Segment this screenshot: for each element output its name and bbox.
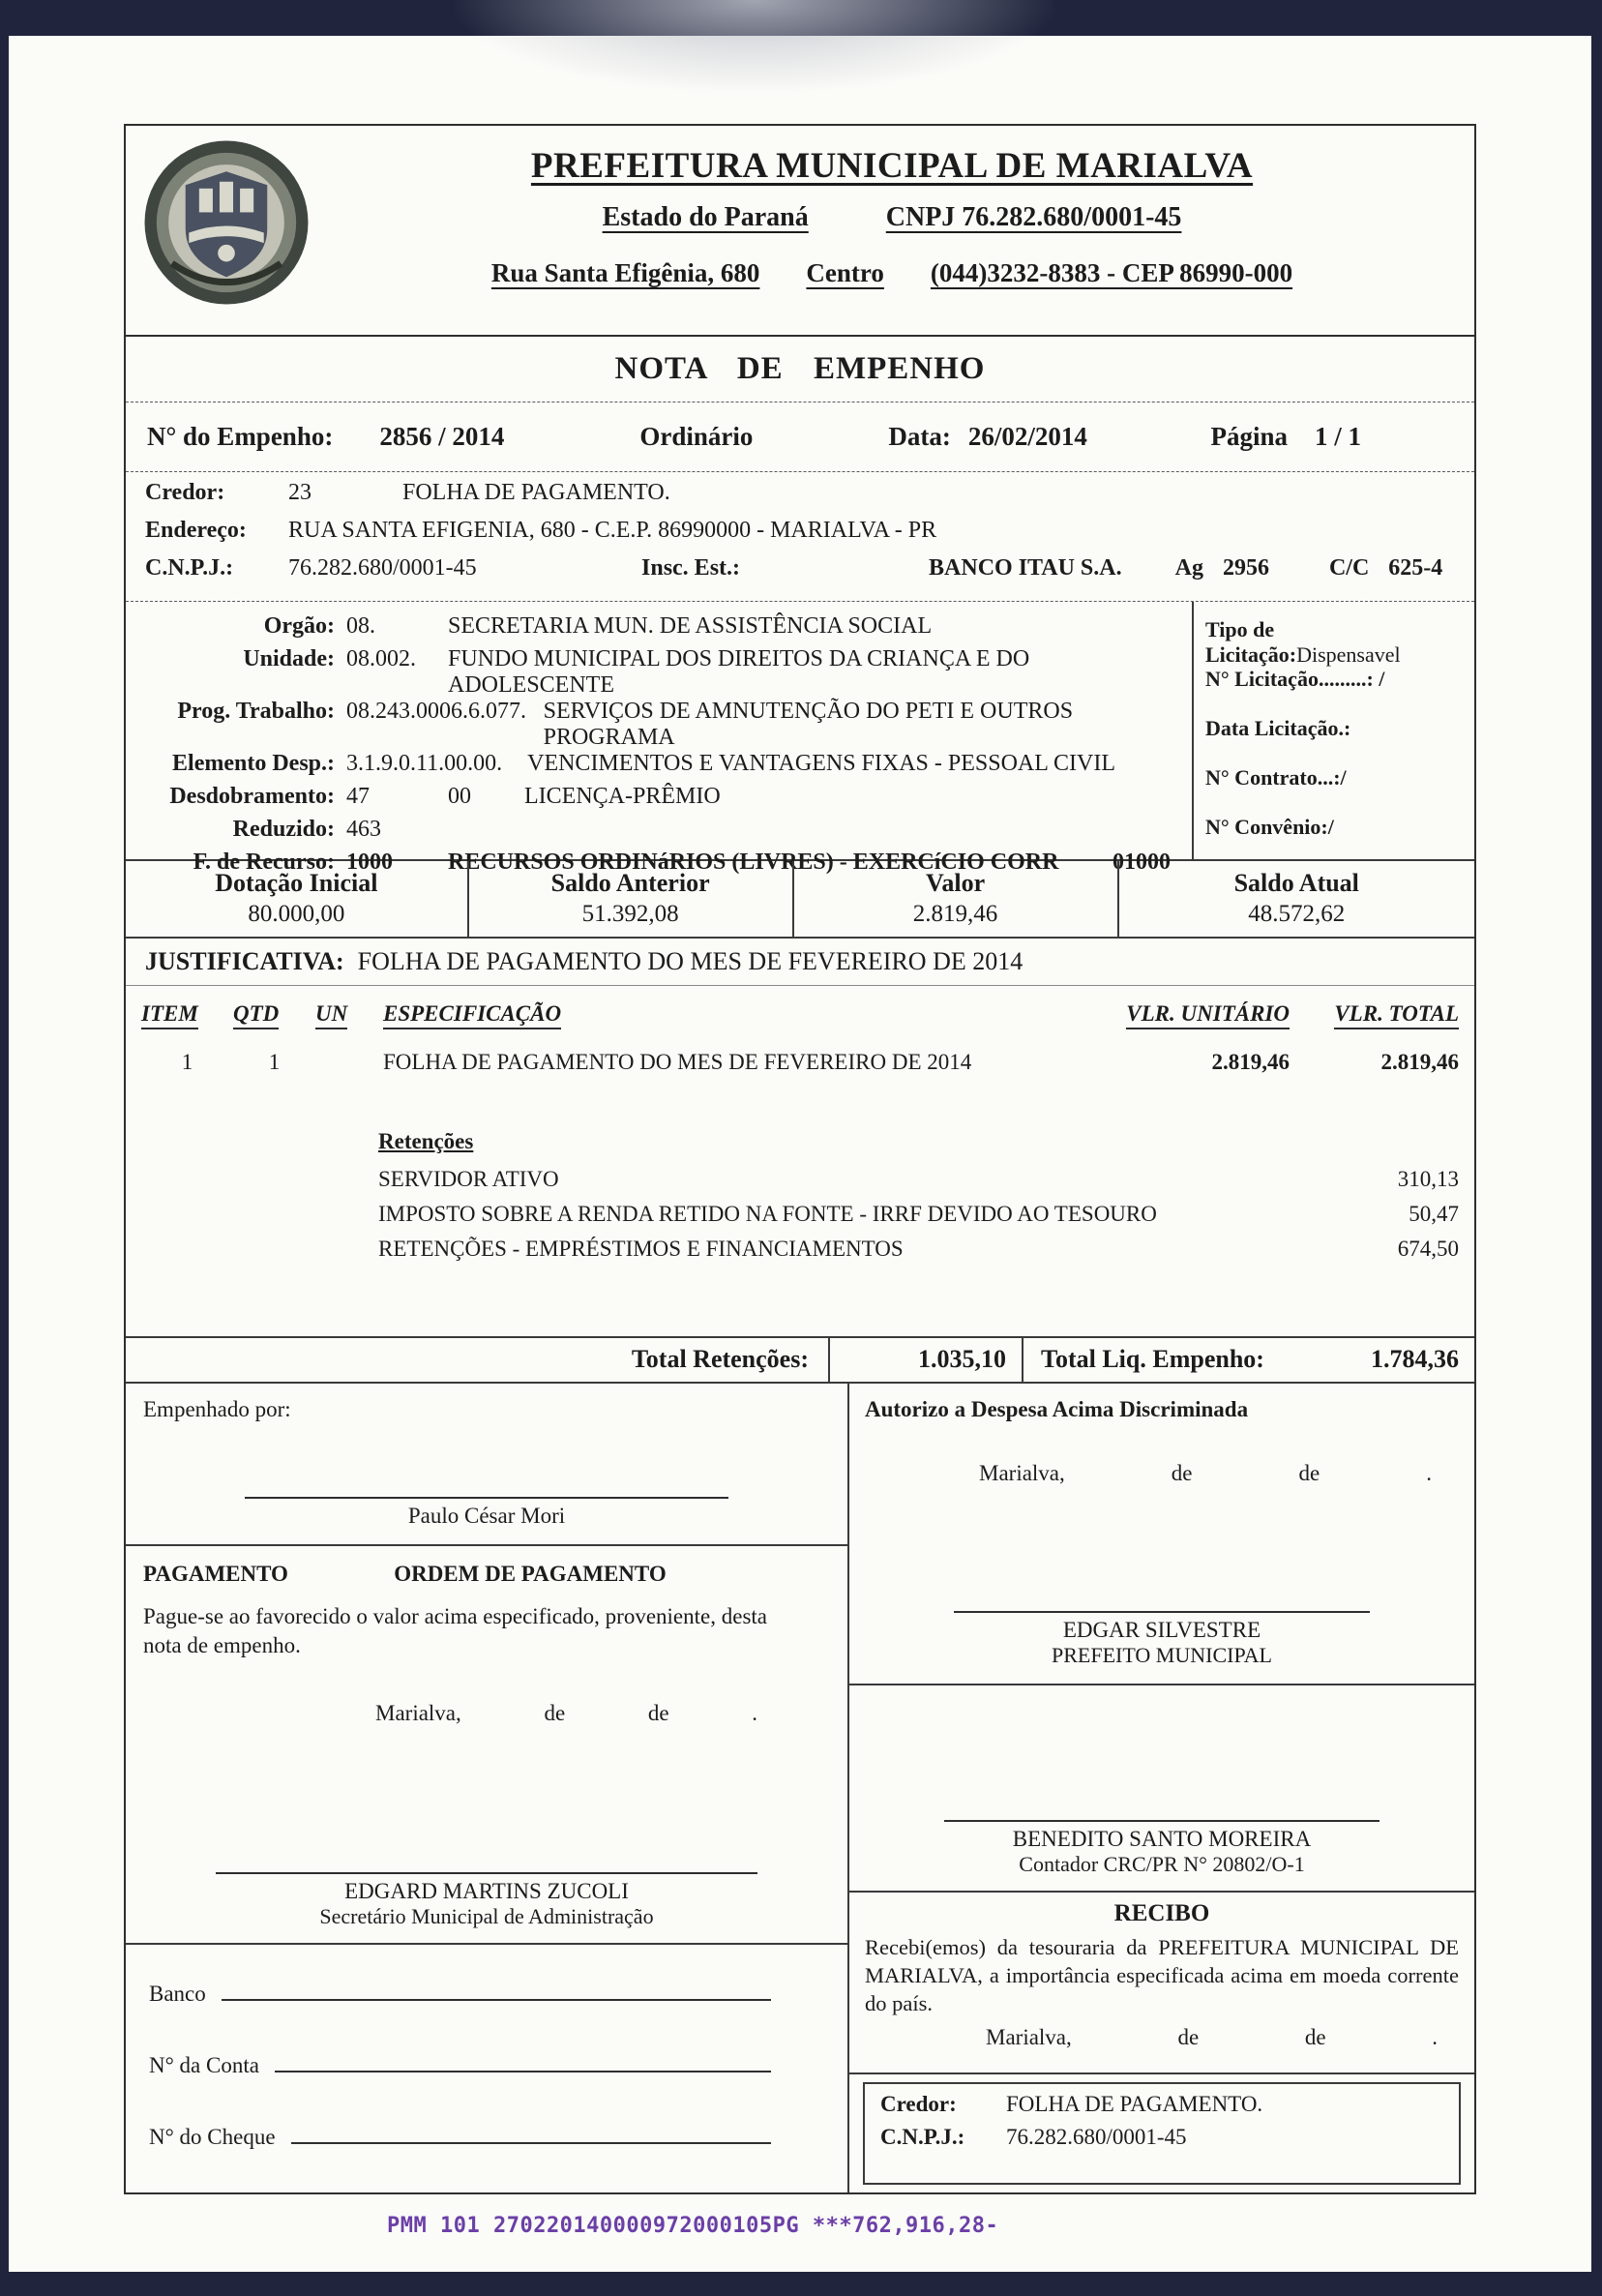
retention-desc: IMPOSTO SOBRE A RENDA RETIDO NA FONTE - IRRF DEVIDO AO TESOURO [378, 1201, 1157, 1226]
receipt-title: RECIBO [1113, 1899, 1210, 1926]
receipt-box [849, 1893, 1474, 2074]
receipt-creditor-inner-box [863, 2082, 1461, 2185]
nota-de-empenho-form [124, 124, 1476, 2194]
dotacao-inicial-cell [126, 861, 467, 937]
prog-trabalho-code: 08.243.0006.6.077. [346, 699, 526, 725]
total-liquid-value: 1.784,36 [1371, 1345, 1459, 1374]
licitacao-tipo-value: Dispensavel [1296, 642, 1401, 668]
line-end-dot: . [1432, 2024, 1438, 2049]
cheque-blank-line [291, 2121, 771, 2144]
signatures-area [126, 1384, 1474, 2192]
signature-line [944, 1820, 1380, 1822]
creditor-row [145, 480, 1455, 518]
scan-edge-bottom [0, 2272, 1602, 2296]
state-registration-label: Insc. Est.: [641, 555, 741, 581]
unidade-label: Unidade: [243, 646, 335, 672]
reduzido-label: Reduzido: [232, 817, 335, 843]
creditor-cnpj: 76.282.680/0001-45 [288, 555, 477, 581]
contrato-numero: N° Contrato...:/ [1205, 765, 1347, 790]
page-value: 1 / 1 [1314, 422, 1361, 452]
address-line [329, 258, 1455, 288]
dotacao-inicial-value: 80.000,00 [248, 901, 345, 928]
desdobramento-code: 47 [346, 784, 370, 810]
page-label: Página [1210, 422, 1288, 452]
payment-instruction-text: Pague-se ao favorecido o valor acima especificado, proveniente, desta nota de empenho. [143, 1603, 767, 1657]
creditor-address: RUA SANTA EFIGENIA, 680 - C.E.P. 86990000 - MARIALVA - PR [288, 518, 937, 544]
items-section [126, 986, 1474, 1336]
scan-edge-left [0, 0, 9, 2296]
date-word: de [1304, 2024, 1326, 2049]
contador-signature [849, 1820, 1474, 1877]
cnpj-label: C.N.P.J.: [145, 555, 234, 581]
total-liquid-label: Total Liq. Empenho: [1041, 1345, 1264, 1374]
agency-label: Ag [1174, 555, 1203, 581]
line-end-dot: . [1426, 1460, 1432, 1485]
empenhado-signature [126, 1497, 847, 1529]
un-column-header: UN [315, 1001, 383, 1027]
municipal-coat-of-arms-logo [141, 137, 312, 308]
valor-cell [792, 861, 1117, 937]
justification-text: FOLHA DE PAGAMENTO DO MES DE FEVEREIRO DE 2014 [357, 946, 1024, 975]
receipt-cnpj-label: C.N.P.J.: [880, 2124, 965, 2149]
form-header [126, 126, 1474, 337]
date-label: Data: [888, 422, 951, 452]
empenhado-signer-name: Paulo César Mori [407, 1503, 566, 1528]
fonte-recurso-code: 1000 [346, 850, 393, 876]
licitacao-tipo-label: Tipo de Licitação: [1205, 617, 1297, 668]
espec-column-header: ESPECIFICAÇÃO [383, 1001, 1091, 1027]
elemento-desc: VENCIMENTOS E VANTAGENS FIXAS - PESSOAL CIVIL [527, 751, 1116, 777]
budget-row-unidade [126, 646, 1192, 699]
document-title: NOTA DE EMPENHO [126, 337, 1474, 403]
budget-row-reduzido [126, 817, 1192, 850]
dotacao-inicial-label: Dotação Inicial [215, 869, 378, 898]
bank-name: BANCO ITAU S.A. [929, 555, 1122, 581]
empenho-number-label: N° do Empenho: [147, 422, 334, 452]
scan-edge-right [1591, 0, 1602, 2296]
right-signature-column [849, 1384, 1474, 2192]
retention-desc: SERVIDOR ATIVO [378, 1166, 559, 1191]
account-field [149, 2049, 824, 2078]
payment-order-box [126, 1546, 847, 1945]
ordem-de-pagamento-title: ORDEM DE PAGAMENTO [394, 1561, 667, 1586]
scan-smudge-artifact [455, 0, 1054, 92]
city-date-line [865, 1461, 1459, 1486]
city-date-line [143, 1701, 830, 1726]
header-text [329, 145, 1455, 288]
city-name: Marialva, [979, 1460, 1065, 1485]
items-header-row [141, 986, 1459, 1027]
date-word: de [1177, 2024, 1200, 2049]
desdobramento-code2: 00 [448, 784, 471, 810]
receipt-creditor-label: Credor: [880, 2091, 957, 2116]
saldo-atual-cell [1117, 861, 1474, 937]
total-retentions-label: Total Retenções: [126, 1338, 830, 1382]
saldo-anterior-value: 51.392,08 [581, 901, 679, 928]
signature-line [216, 1872, 757, 1874]
cheque-number-label: N° do Cheque [149, 2125, 276, 2150]
line-end-dot: . [752, 1700, 757, 1725]
totals-row [126, 1336, 1474, 1384]
left-signature-column [126, 1384, 849, 2192]
account-label: C/C [1328, 555, 1370, 581]
saldo-anterior-label: Saldo Anterior [550, 869, 710, 898]
signature-line [954, 1611, 1370, 1613]
budget-rows [126, 602, 1192, 876]
orgao-code: 08. [346, 613, 375, 640]
prog-trabalho-desc: SERVIÇOS DE AMNUTENÇÃO DO PETI E OUTROS PROGRAMA [543, 699, 1074, 751]
budget-row-orgao [126, 613, 1192, 646]
district: Centro [806, 258, 884, 287]
dot-matrix-print-line: PMM 101 270220140000972000105PG ***762,916,28- [387, 2214, 999, 2238]
phone-cep: (044)3232-8383 - CEP 86990-000 [930, 258, 1293, 287]
empenho-date: 26/02/2014 [967, 422, 1087, 452]
bank-blank-line [222, 1978, 771, 2001]
retention-value: 50,47 [1409, 1201, 1459, 1226]
amounts-table [126, 861, 1474, 939]
justification-label: JUSTIFICATIVA: [145, 946, 344, 975]
retentions-title: Retenções [378, 1128, 474, 1153]
receipt-text: Recebi(emos) da tesouraria da PREFEITURA MUNICIPAL DE MARIALVA, a importância especificada acima em moeda corrente do país. [865, 1934, 1459, 2015]
vlr-unitario-column-header: VLR. UNITÁRIO [1091, 1001, 1290, 1027]
elemento-code: 3.1.9.0.11.00.00. [346, 751, 503, 777]
cheque-field [149, 2121, 824, 2150]
municipality-cnpj: CNPJ 76.282.680/0001-45 [885, 202, 1182, 232]
vlr-total-column-header: VLR. TOTAL [1290, 1001, 1459, 1027]
empenhado-por-box [126, 1384, 847, 1546]
orgao-label: Orgão: [263, 613, 335, 640]
licitacao-data: Data Licitação.: [1205, 716, 1351, 741]
receipt-creditor-box [849, 2074, 1474, 2192]
receipt-creditor-name: FOLHA DE PAGAMENTO. [1006, 2091, 1263, 2116]
state-cnpj-line [329, 202, 1455, 233]
receipt-cnpj-row [880, 2121, 1443, 2154]
empenhado-por-label: Empenhado por: [143, 1396, 291, 1421]
desdobramento-desc: LICENÇA-PRÊMIO [524, 784, 721, 810]
total-retentions-value: 1.035,10 [830, 1338, 1024, 1382]
item-qty: 1 [268, 1049, 281, 1074]
prefeito-title: PREFEITO MUNICIPAL [1052, 1642, 1272, 1667]
desdobramento-label: Desdobramento: [169, 784, 335, 810]
retentions-block [378, 1129, 1459, 1267]
item-row [141, 1050, 1459, 1075]
retention-row [378, 1162, 1459, 1197]
municipality-title: PREFEITURA MUNICIPAL DE MARIALVA [530, 146, 1254, 186]
budget-row-elemento [126, 751, 1192, 784]
fonte-recurso-extra-code: 01000 [1112, 850, 1171, 876]
contador-title: Contador CRC/PR N° 20802/O-1 [1019, 1851, 1305, 1876]
creditor-label: Credor: [145, 480, 225, 506]
qtd-column-header: QTD [233, 1001, 315, 1027]
city-name: Marialva, [986, 2024, 1072, 2049]
bank-fields-box [126, 1945, 847, 2192]
saldo-anterior-cell [467, 861, 792, 937]
payment-header [143, 1562, 830, 1587]
secretario-name: EDGARD MARTINS ZUCOLI [344, 1878, 629, 1903]
prefeito-name: EDGAR SILVESTRE [1062, 1617, 1261, 1642]
state-label: Estado do Paraná [602, 202, 809, 232]
convenio-numero: N° Convênio:/ [1205, 815, 1334, 840]
receipt-cnpj-value: 76.282.680/0001-45 [1006, 2124, 1187, 2149]
elemento-label: Elemento Desp.: [172, 751, 335, 777]
item-number: 1 [181, 1049, 193, 1074]
item-total-value: 2.819,46 [1380, 1049, 1459, 1074]
bank-field [149, 1978, 824, 2007]
retention-row [378, 1232, 1459, 1267]
creditor-name: FOLHA DE PAGAMENTO. [402, 480, 670, 506]
budget-classification [126, 602, 1474, 876]
item-column-header: ITEM [141, 1001, 233, 1027]
prefeito-signature [849, 1611, 1474, 1668]
fonte-recurso-desc: RECURSOS ORDINáRIOS (LIVRES) - EXERCíCIO CORR [448, 850, 1059, 876]
budget-row-desdobramento [126, 784, 1192, 817]
prog-trabalho-label: Prog. Trabalho: [177, 699, 335, 725]
budget-row-prog-trabalho [126, 699, 1192, 751]
orgao-desc: SECRETARIA MUN. DE ASSISTÊNCIA SOCIAL [448, 613, 933, 640]
licitacao-tipo [1205, 617, 1467, 667]
licitacao-numero: N° Licitação.........: / [1205, 667, 1385, 692]
street: Rua Santa Efigênia, 680 [490, 258, 760, 287]
city-date-line [865, 2025, 1459, 2050]
authorization-title: Autorizo a Despesa Acima Discriminada [865, 1396, 1249, 1421]
item-description: FOLHA DE PAGAMENTO DO MES DE FEVEREIRO DE 2014 [383, 1049, 972, 1074]
signature-line [245, 1497, 728, 1499]
city-name: Marialva, [375, 1700, 461, 1725]
empenho-number: 2856 / 2014 [379, 422, 505, 452]
licitacao-panel [1192, 602, 1474, 859]
empenho-type: Ordinário [639, 422, 754, 452]
retention-row [378, 1197, 1459, 1232]
empenho-number-row [126, 403, 1474, 472]
date-word: de [544, 1700, 566, 1725]
accountant-box [849, 1685, 1474, 1893]
account-number: 625-4 [1388, 555, 1443, 581]
fonte-recurso-label: F. de Recurso: [193, 850, 335, 876]
receipt-creditor-row [880, 2088, 1443, 2121]
saldo-atual-value: 48.572,62 [1248, 901, 1346, 928]
unidade-code: 08.002. [346, 646, 416, 672]
creditor-cnpj-row [145, 555, 1455, 593]
agency-number: 2956 [1222, 555, 1269, 581]
valor-label: Valor [925, 869, 986, 898]
retention-desc: RETENÇÕES - EMPRÉSTIMOS E FINANCIAMENTOS [378, 1236, 904, 1261]
secretario-title: Secretário Municipal de Administração [319, 1903, 654, 1928]
creditor-address-row [145, 518, 1455, 555]
address-label: Endereço: [145, 518, 247, 544]
authorization-box [849, 1384, 1474, 1685]
unidade-desc: FUNDO MUNICIPAL DOS DIREITOS DA CRIANÇA E DO ADOLESCENTE [448, 646, 1030, 699]
saldo-atual-label: Saldo Atual [1233, 869, 1359, 898]
item-unit-value: 2.819,46 [1211, 1049, 1290, 1074]
creditor-block [126, 472, 1474, 602]
retention-value: 310,13 [1397, 1166, 1459, 1191]
valor-value: 2.819,46 [912, 901, 998, 928]
date-word: de [1298, 1460, 1320, 1485]
contador-name: BENEDITO SANTO MOREIRA [1012, 1826, 1312, 1851]
justification-row [126, 939, 1474, 986]
reduzido-code: 463 [346, 817, 381, 843]
pagamento-title: PAGAMENTO [143, 1561, 288, 1586]
page-indicator [1210, 422, 1361, 452]
bank-label: Banco [149, 1981, 206, 2006]
account-number-label: N° da Conta [149, 2052, 259, 2077]
date-word: de [1171, 1460, 1193, 1485]
date-word: de [647, 1700, 669, 1725]
creditor-code: 23 [288, 480, 312, 506]
secretario-signature [126, 1872, 847, 1929]
retention-value: 674,50 [1397, 1236, 1459, 1261]
account-blank-line [275, 2049, 771, 2072]
